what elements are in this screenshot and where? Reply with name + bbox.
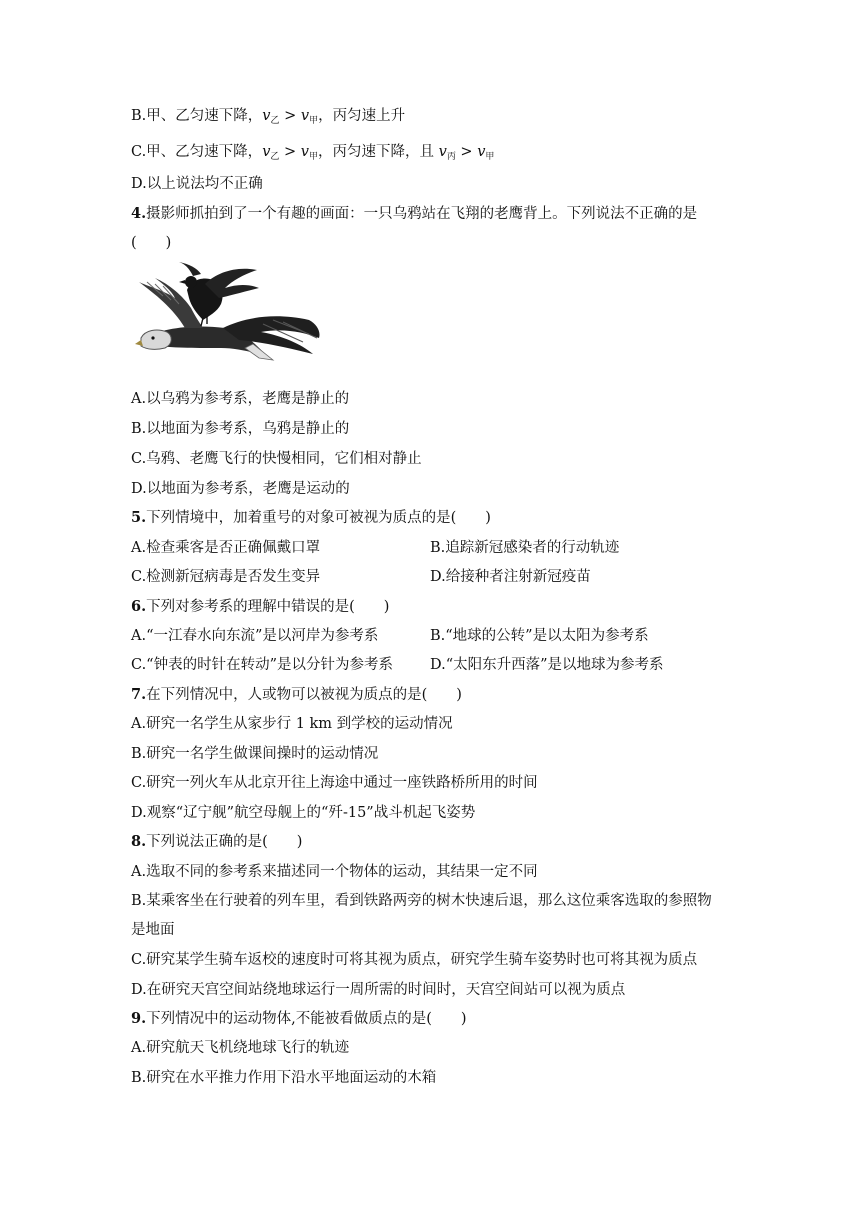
q8-option-b-continued: 是地面 — [131, 922, 175, 938]
q9-stem: 9.下列情况中的运动物体,不能被看做质点的是( ) — [131, 1010, 467, 1027]
q6-option-d: D.“太阳东升西落”是以地球为参考系 — [430, 657, 664, 673]
q7-option-c: C.研究一列火车从北京开往上海途中通过一座铁路桥所用的时间 — [131, 775, 538, 791]
q4-stem: 4.摄影师抓拍到了一个有趣的画面：一只乌鸦站在飞翔的老鹰背上。下列说法不正确的是 — [131, 205, 698, 222]
q7-option-a: A.研究一名学生从家步行 1 km 到学校的运动情况 — [131, 716, 453, 732]
q8-option-a: A.选取不同的参考系来描述同一个物体的运动，其结果一定不同 — [131, 864, 538, 880]
q4-option-c: C.乌鸦、老鹰飞行的快慢相同，它们相对静止 — [131, 451, 422, 467]
q5-stem: 5.下列情境中，加着重号的对象可被视为质点的是( ) — [131, 509, 491, 526]
q7-stem: 7.在下列情况中，人或物可以被视为质点的是( ) — [131, 686, 462, 703]
q7-option-d: D.观察“辽宁舰”航空母舰上的“歼-15”战斗机起飞姿势 — [131, 805, 476, 821]
q6-option-b: B.“地球的公转”是以太阳为参考系 — [430, 628, 649, 644]
q4-answer-paren: ( ) — [131, 235, 172, 251]
q4-option-a: A.以乌鸦为参考系，老鹰是静止的 — [131, 391, 350, 407]
crow-on-eagle-illustration — [133, 262, 325, 368]
q7-option-b: B.研究一名学生做课间操时的运动情况 — [131, 746, 379, 762]
q9-option-b: B.研究在水平推力作用下沿水平地面运动的木箱 — [131, 1070, 437, 1086]
q4-option-d: D.以地面为参考系，老鹰是运动的 — [131, 481, 350, 497]
q5-option-c: C.检测新冠病毒是否发生变异 — [131, 569, 321, 585]
q9-option-a: A.研究航天飞机绕地球飞行的轨迹 — [131, 1040, 350, 1056]
q6-stem: 6.下列对参考系的理解中错误的是( ) — [131, 598, 390, 615]
q8-stem: 8.下列说法正确的是( ) — [131, 833, 303, 850]
q5-option-d: D.给接种者注射新冠疫苗 — [430, 569, 591, 585]
q3-option-b: B.甲、乙匀速下降，$v_乙 > v_甲$，丙匀速上升 — [131, 108, 406, 126]
q5-option-b: B.追踪新冠感染者的行动轨迹 — [430, 540, 620, 556]
q6-option-c: C.“钟表的时针在转动”是以分针为参考系 — [131, 657, 394, 673]
q5-option-a: A.检查乘客是否正确佩戴口罩 — [131, 540, 321, 556]
q8-option-c: C.研究某学生骑车返校的速度时可将其视为质点，研究学生骑车姿势时也可将其视为质点 — [131, 952, 698, 968]
q3-option-c: C.甲、乙匀速下降，$v_乙 > v_甲$，丙匀速下降，且 $v_丙 > v_甲$ — [131, 144, 495, 162]
q4-option-b: B.以地面为参考系，乌鸦是静止的 — [131, 421, 350, 437]
crow-on-eagle-image — [133, 262, 325, 368]
q8-option-d: D.在研究天宫空间站绕地球运行一周所需的时间时，天宫空间站可以视为质点 — [131, 982, 626, 998]
q5-options-row-1 — [131, 538, 320, 558]
q6-option-a: A.“一江春水向东流”是以河岸为参考系 — [131, 628, 379, 644]
q8-option-b: B.某乘客坐在行驶着的列车里，看到铁路两旁的树木快速后退，那么这位乘客选取的参照物 — [131, 893, 712, 909]
q3-option-d: D.以上说法均不正确 — [131, 176, 263, 192]
